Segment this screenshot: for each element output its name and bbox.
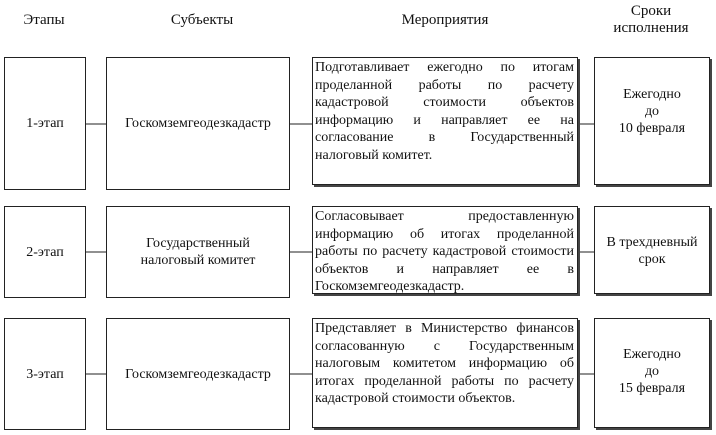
header-stages: Этапы	[23, 12, 65, 28]
row2-stage-box	[4, 206, 86, 298]
row3-deadline-text	[594, 346, 710, 397]
header-deadline-line1: Сроки	[630, 3, 672, 19]
row2-deadline-text	[594, 234, 710, 268]
row1-deadline-text	[594, 86, 710, 137]
row1-subject-box	[106, 57, 290, 190]
header-actions: Мероприятия	[401, 12, 489, 28]
row2-deadline-line2: срок	[638, 252, 666, 267]
row3-deadline-line2: до	[644, 364, 660, 379]
row1-deadline-line1: Ежегодно	[623, 87, 681, 102]
row3-deadline-line1: Ежегодно	[623, 347, 681, 362]
header-deadline-line2: исполнения	[613, 20, 689, 36]
row2-subject-line1: Государственный	[146, 236, 250, 251]
row1-stage-box	[4, 57, 86, 190]
row3-deadline-line3: 15 февраля	[618, 381, 686, 396]
header-subjects: Субъекты	[170, 12, 234, 28]
row1-deadline-line3: 10 февраля	[618, 121, 686, 136]
row2-action-text: Согласовывает предоставленную информацию об итогах проделанной работы по расчету кадастровой стоимости объектов и направляет ее в Госкомземгеодезкадастр.	[315, 209, 574, 294]
row3-subject-box	[106, 318, 290, 430]
row2-subject-box	[106, 206, 290, 298]
row1-action-text: Подготавливает ежегодно по итогам проделанной работы по расчету кадастровой стоимости объектов информацию и направляет ее на согласование в Государственный налоговый комитет.	[315, 60, 574, 163]
row1-deadline-line2: до	[644, 104, 660, 119]
row3-stage-box	[4, 318, 86, 430]
row2-subject-line2: налоговый комитет	[140, 253, 256, 268]
row1-subject-label: Госкомземгеодезкадастр	[125, 116, 271, 131]
row3-subject-label: Госкомземгеодезкадастр	[125, 366, 271, 382]
row2-stage-label: 2-этап	[26, 244, 64, 260]
row3-stage-label: 3-этап	[26, 366, 64, 382]
row2-deadline-line1: В трехдневный	[606, 235, 698, 250]
row1-stage-label: 1-этап	[26, 116, 64, 131]
row3-action-text: Представляет в Министерство финансов согласованную с Государственным налоговым комитетом информацию об итогах проделанной работы по расчету кадастровой стоимости объектов.	[315, 321, 574, 406]
